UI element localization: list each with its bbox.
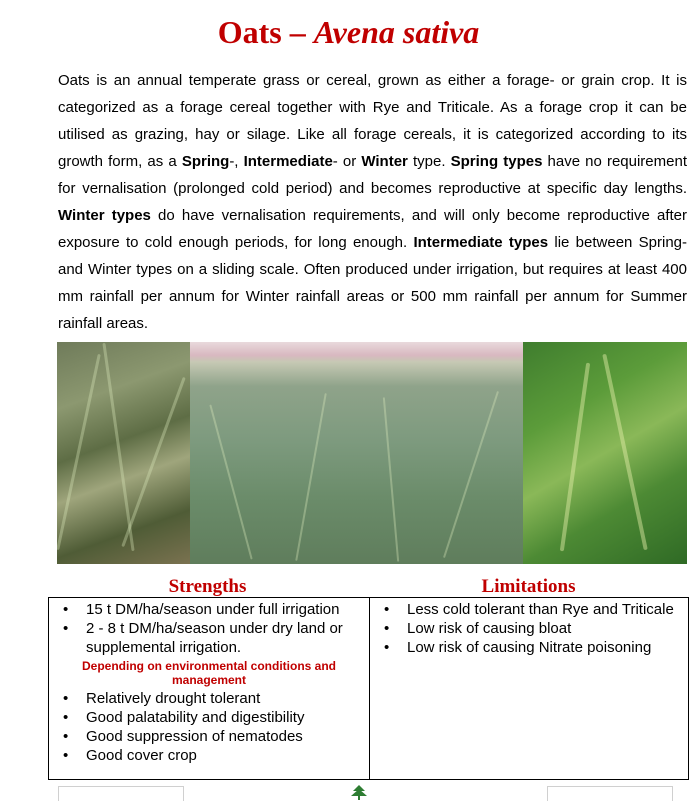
- strength-item: • 2 - 8 t DM/ha/season under dry land or supplemental irrigation.: [49, 619, 369, 657]
- limitation-item: • Low risk of causing Nitrate poisoning: [370, 638, 688, 657]
- strengths-heading: Strengths: [168, 576, 247, 597]
- intro-bold-term: Winter: [361, 153, 408, 170]
- limitations-column: [370, 598, 688, 779]
- oat-panicles-photo: [57, 342, 190, 564]
- tree-logo-icon: [347, 785, 371, 800]
- oat-seedhead-photo: [523, 342, 687, 564]
- strength-item: • Relatively drought tolerant: [49, 689, 369, 708]
- intro-bold-term: Intermediate types: [413, 234, 549, 251]
- intro-text-run: Oats is an annual temperate grass or cereal, grown as either a forage- or grain crop. It is categorized as a forage cereal together with Rye and Triticale. As a forage crop it can be utilised as grazing, hay or silage. Like all forage cereals, it is categorized according to its growth form, as a: [58, 72, 687, 170]
- limitations-heading: Limitations: [481, 576, 576, 597]
- intro-bold-term: Spring types: [450, 153, 543, 170]
- intro-text-run: type.: [407, 153, 451, 170]
- strengths-limitations-table: [48, 597, 689, 780]
- strength-item: • Good suppression of nematodes: [49, 727, 369, 746]
- intro-text-run: lie between Spring- and Winter types on a sliding scale. Often produced under irrigation, but requires at least 400 mm rainfall per annum for Winter rainfall areas or 500 mm rainfall per annum for Summer rainfall areas.: [58, 234, 688, 332]
- intro-text-run: - or: [332, 153, 362, 170]
- footer-box-right: [547, 786, 673, 801]
- strength-item: • Good cover crop: [49, 746, 369, 765]
- limitations-list: [370, 600, 688, 657]
- intro-text-run: do have vernalisation requirements, and will only become reproductive after exposure to cold enough periods, for long enough.: [58, 207, 687, 251]
- intro-paragraph: [58, 67, 687, 337]
- strengths-column: [49, 598, 370, 779]
- strength-item: • 15 t DM/ha/season under full irrigation: [49, 600, 369, 619]
- strengths-list-a: [49, 600, 369, 657]
- limitation-item: • Low risk of causing bloat: [370, 619, 688, 638]
- intro-bold-term: Intermediate: [243, 153, 333, 170]
- photo-strip: [57, 342, 687, 564]
- limitation-item: • Less cold tolerant than Rye and Triticale: [370, 600, 688, 619]
- title-scientific: Avena sativa: [313, 14, 480, 50]
- intro-text-run: have no requirement for vernalisation (prolonged cold period) and becomes reproductive at specific day lengths.: [58, 153, 687, 197]
- page-title: [0, 14, 697, 51]
- table-headings: [47, 554, 689, 598]
- strengths-list-b: [49, 689, 369, 765]
- oat-field-photo: [190, 342, 523, 564]
- intro-bold-term: Winter types: [58, 207, 151, 224]
- intro-text-run: -,: [229, 153, 244, 170]
- footer-box-left: [58, 786, 184, 801]
- intro-bold-term: Spring: [181, 153, 230, 170]
- title-common: Oats –: [217, 14, 314, 50]
- strengths-note: Depending on environmental conditions and management: [81, 659, 336, 687]
- strength-item: • Good palatability and digestibility: [49, 708, 369, 727]
